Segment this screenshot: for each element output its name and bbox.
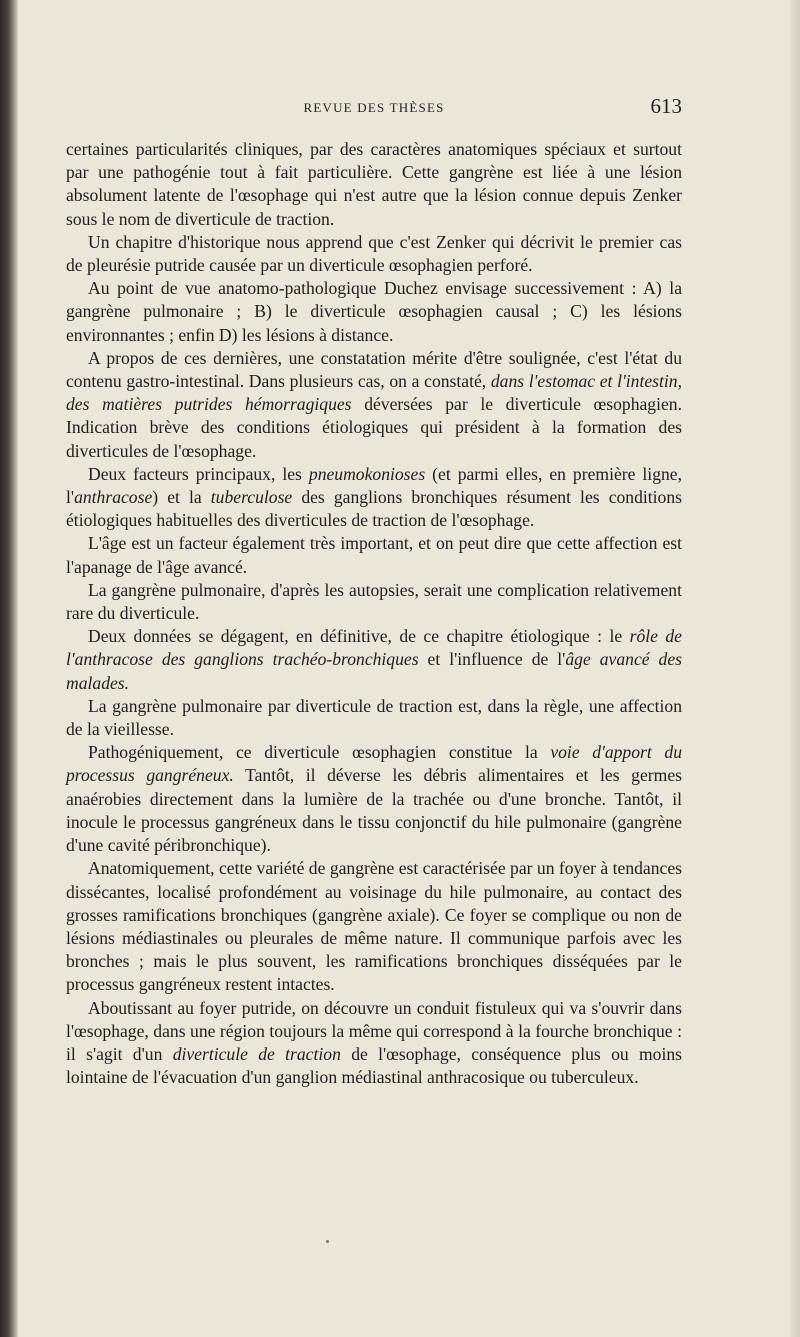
paragraph <box>66 857 682 996</box>
text-run: A propos de ces dernières, une constatation mérite d'être soulignée, c'est l'état du contenu gastro-intestinal. Dans plusieurs cas, on a constaté, <box>66 347 682 392</box>
paragraph <box>66 347 682 463</box>
text-run: Deux facteurs principaux, les <box>88 463 309 484</box>
italic-text: diverticule de traction <box>172 1043 341 1064</box>
print-speck <box>326 1240 329 1243</box>
text-run: Pathogéniquement, ce diverticule œsophagien constitue la <box>88 742 551 763</box>
text-run: Tantôt, il déverse les débris alimentaires et les germes anaérobies directement dans la lumière de la trachée ou d'une bronche. Tantôt, il inocule le processus gangréneux dans le tissu conjonctif du hile pulmonaire (gangrène d'une cavité péribronchique). <box>66 765 682 856</box>
paragraph <box>66 741 682 857</box>
paragraph <box>66 463 682 533</box>
paragraph <box>66 997 682 1090</box>
text-run: certaines particularités cliniques, par des caractères anatomiques spéciaux et surtout par une pathogénie tout à fait particulière. Cette gangrène est liée à une lésion absolument latente de l'œsophage qui n'est autre que la lésion connue depuis Zenker sous le nom de diverticule de traction. <box>66 139 682 229</box>
text-run: de l'œsophage, conséquence plus ou moins lointaine de l'évacuation d'un ganglion médiastinal anthracosique ou tuberculeux. <box>66 1043 683 1088</box>
italic-text: voie d'apport du processus gangréneux. <box>66 742 682 786</box>
text-run: Anatomiquement, cette variété de gangrène est caractérisée par un foyer à tendances dissécantes, localisé profondément au voisinage du hile pulmonaire, au contact des grosses ramifications bronchiques (gangrène axiale). Ce foyer se complique ou non de lésions médiastinales ou pleurales de même nature. Il communique parfois avec les bronches ; mais le plus souvent, les ramifications bronchiques disséquées par le processus gangréneux restent intactes. <box>66 858 682 995</box>
paragraph <box>66 277 682 347</box>
text-run: Un chapitre d'historique nous apprend que c'est Zenker qui décrivit le premier cas de pleurésie putride causée par un diverticule œsophagien perforé. <box>66 231 682 276</box>
paragraph <box>66 532 682 578</box>
paragraph <box>66 138 682 231</box>
paragraph <box>66 625 682 695</box>
text-run: La gangrène pulmonaire par diverticule de traction est, dans la règle, une affection de la vieillesse. <box>66 695 682 740</box>
paragraph <box>66 695 682 741</box>
italic-text: dans l'estomac et l'intestin, des matières putrides hémorragiques <box>66 371 682 415</box>
italic-text: rôle de l'anthracose des ganglions trachéo-bronchiques <box>66 626 682 670</box>
paragraph <box>66 579 682 625</box>
text-run: et l'influence de l' <box>418 649 566 670</box>
text-run: déversées par le diverticule œsophagien. Indication brève des conditions étiologiques qui président à la formation des diverticules de l'œsophage. <box>66 394 682 461</box>
text-run: des ganglions bronchiques résument les conditions étiologiques habituelles des diverticules de traction de l'œsophage. <box>66 487 683 531</box>
binding-shadow <box>0 0 18 1337</box>
italic-text: âge avancé des malades. <box>66 649 682 693</box>
body-text <box>66 138 682 1089</box>
text-run: La gangrène pulmonaire, d'après les autopsies, serait une complication relativement rare du diverticule. <box>66 579 682 624</box>
text-run: Au point de vue anatomo-pathologique Duchez envisage successivement : A) la gangrène pulmonaire ; B) le diverticule œsophagien causal ; C) les lésions environnantes ; enfin D) les lésions à distance. <box>66 278 682 345</box>
italic-text: anthracose <box>74 487 153 508</box>
page-edge <box>790 0 800 1337</box>
paragraph <box>66 231 682 277</box>
running-head: REVUE DES THÈSES <box>303 100 445 115</box>
text-run: L'âge est un facteur également très important, et on peut dire que cette affection est l'apanage de l'âge avancé. <box>66 533 682 577</box>
italic-text: tuberculose <box>210 487 293 508</box>
page-number: 613 <box>650 94 682 118</box>
text-run: Deux données se dégagent, en définitive, de ce chapitre étiologique : le <box>88 626 630 647</box>
italic-text: pneumokonioses <box>308 463 426 484</box>
text-run: Aboutissant au foyer putride, on découvre un conduit fistuleux qui va s'ouvrir dans l'œsophage, dans une région toujours la même qui correspond à la fourche bronchique : il s'agit d'un <box>66 997 682 1064</box>
text-run: ) et la <box>152 487 211 508</box>
page-header <box>66 94 682 118</box>
text-run: (et parmi elles, en première ligne, l' <box>66 463 682 508</box>
